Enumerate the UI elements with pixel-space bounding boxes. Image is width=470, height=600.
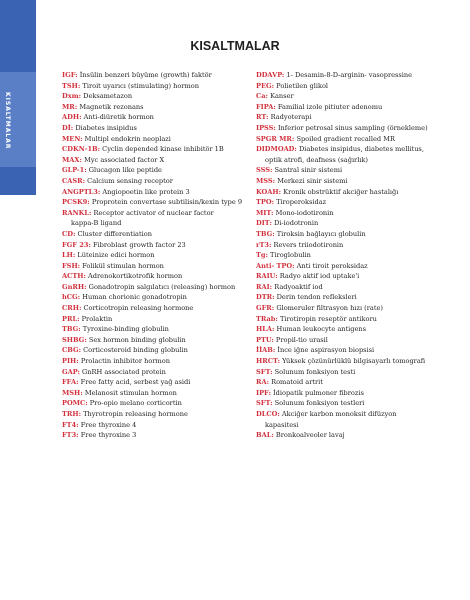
- abbreviation-definition: Akciğer karbon monoksit difüzyon: [279, 410, 397, 418]
- abbreviation-entry: [62, 208, 247, 229]
- abbreviation-term: İİAB:: [256, 346, 276, 355]
- abbreviation-entry: [256, 398, 456, 409]
- abbreviation-definition: Di-iodotronin: [271, 219, 319, 228]
- abbreviation-term: ADH:: [62, 113, 82, 122]
- abbreviation-term: Dİ:: [62, 123, 74, 132]
- abbreviation-term: IGF:: [62, 71, 78, 79]
- abbreviation-entry: [62, 282, 247, 293]
- abbreviation-term: FT4:: [62, 420, 79, 429]
- abbreviation-definition: Solunum fonksiyon testi: [272, 367, 356, 376]
- abbreviation-entry: [62, 112, 247, 123]
- abbreviation-term: GnRH:: [62, 282, 87, 291]
- abbreviation-entry: [256, 271, 456, 282]
- abbreviation-term: HRCT:: [256, 357, 281, 366]
- abbreviation-term: KOAH:: [256, 187, 282, 196]
- abbreviation-definition: Adrenokortikotrofik hormon: [85, 272, 183, 281]
- abbreviation-definition: Romatoid artrit: [269, 378, 323, 387]
- abbreviation-term: MSH:: [62, 388, 83, 397]
- abbreviation-entry: [256, 240, 456, 251]
- abbreviation-term: HLA:: [256, 325, 275, 334]
- abbreviation-entry: [62, 187, 247, 198]
- abbreviation-entry: [62, 398, 247, 409]
- abbreviation-term: SPGR MR:: [256, 134, 295, 143]
- abbreviation-entry: [62, 271, 247, 282]
- abbreviation-term: rT3:: [256, 240, 272, 249]
- abbreviation-entry: [256, 112, 456, 123]
- right-column: [256, 70, 456, 441]
- abbreviation-entry: [62, 430, 247, 441]
- abbreviation-term: FIPA:: [256, 102, 276, 111]
- abbreviation-definition: Gonadotropin salgılatıcı (releasing) hormon: [86, 282, 236, 291]
- abbreviation-definition: Propil-tio urasil: [273, 335, 328, 344]
- abbreviation-term: MIT:: [256, 208, 274, 217]
- abbreviation-definition: Free fatty acid, serbest yağ asidi: [78, 378, 191, 387]
- abbreviation-definition: Receptor activator of nuclear factor: [91, 208, 214, 217]
- abbreviation-term: TBG:: [256, 229, 275, 238]
- abbreviation-entry: [256, 261, 456, 272]
- abbreviation-entry: [256, 356, 456, 367]
- abbreviation-definition: İdiopatik pulmoner fibrozis: [270, 388, 364, 397]
- abbreviation-definition: Yüksek çözünürlüklü bilgisayarlı tomografi: [280, 357, 426, 366]
- abbreviation-entry: [62, 155, 247, 166]
- abbreviation-definition: Cyclin depended kinase inhibitör 1B: [100, 145, 224, 154]
- abbreviation-entry: [256, 134, 456, 145]
- abbreviation-entry: [256, 335, 456, 346]
- abbreviation-entry: [62, 409, 247, 420]
- abbreviation-term: hCG:: [62, 293, 81, 302]
- abbreviation-entry: [256, 165, 456, 176]
- abbreviation-term: DIDMOAD:: [256, 145, 297, 154]
- abbreviation-entry: [62, 81, 247, 92]
- abbreviation-term: Tg:: [256, 251, 268, 260]
- abbreviation-term: TBG:: [62, 325, 81, 334]
- abbreviation-definition: Corticotropin releasing hormone: [81, 304, 194, 313]
- abbreviation-term: LH:: [62, 251, 76, 260]
- abbreviation-term: DLCO:: [256, 410, 280, 418]
- abbreviation-entry: [62, 91, 247, 102]
- abbreviation-definition: Tyroxine-binding globulin: [80, 325, 169, 334]
- abbreviation-definition: Revers triiodotironin: [271, 240, 344, 249]
- abbreviation-entry: [62, 197, 247, 208]
- abbreviation-entry: [256, 176, 456, 187]
- abbreviation-term: CDKN-1B:: [62, 145, 101, 154]
- abbreviation-definition: Thyrotropin releasing hormone: [81, 410, 188, 418]
- abbreviation-entry: [256, 218, 456, 229]
- abbreviation-definition: Radyoterapi: [268, 113, 312, 122]
- abbreviation-definition: Glomeruler filtrasyon hızı (rate): [274, 304, 383, 313]
- abbreviation-definition: Diabetes insipidus, diabetes mellitus,: [296, 145, 424, 154]
- abbreviation-definition: Bronkoalveoler lavaj: [273, 431, 345, 440]
- abbreviation-definition: Kronik obstrüktif akciğer hastalığı: [281, 187, 399, 196]
- abbreviation-entry: [256, 123, 456, 134]
- abbreviation-entry: [256, 282, 456, 293]
- abbreviation-definition: GnRH associated protein: [79, 367, 166, 376]
- abbreviation-definition: Prolactin inhibitor hormon: [78, 357, 170, 366]
- abbreviation-term: RT:: [256, 113, 269, 122]
- abbreviation-term: SHBG:: [62, 335, 87, 344]
- abbreviation-entry: [62, 420, 247, 431]
- abbreviation-entry: [62, 134, 247, 145]
- abbreviation-definition: Radyo aktif iod uptake'i: [277, 272, 360, 281]
- abbreviation-entry: [256, 187, 456, 198]
- abbreviation-definition: Pro-opio melano corticortin: [87, 399, 182, 408]
- abbreviation-definition: Kanser: [267, 92, 294, 101]
- abbreviation-entry: [256, 70, 456, 81]
- abbreviation-term: Dxm:: [62, 92, 82, 101]
- abbreviation-definition: Lüteinize edici hormon: [75, 251, 155, 260]
- abbreviation-definition: Mono-iodotironin: [273, 208, 334, 217]
- abbreviation-term: TRH:: [62, 410, 82, 418]
- abbreviation-term: SFT:: [256, 367, 273, 376]
- abbreviation-entry: [62, 324, 247, 335]
- abbreviation-entry: [62, 70, 247, 81]
- abbreviation-entry: [62, 367, 247, 378]
- abbreviation-entry: [256, 229, 456, 240]
- page-title: KISALTMALAR: [190, 39, 280, 53]
- abbreviation-entry: [62, 345, 247, 356]
- abbreviation-entry: [256, 250, 456, 261]
- abbreviation-term: CASR:: [62, 176, 86, 185]
- abbreviation-term: PRL:: [62, 314, 80, 323]
- abbreviation-term: GAP:: [62, 367, 80, 376]
- abbreviation-definition: 1- Desamin-8-D-arginin- vasopressine: [284, 71, 413, 79]
- abbreviation-term: FT3:: [62, 431, 79, 440]
- abbreviation-entry: [256, 367, 456, 378]
- abbreviation-definition: Merkezi sinir sistemi: [275, 176, 348, 185]
- abbreviation-term: CD:: [62, 229, 76, 238]
- abbreviation-term: IPSS:: [256, 123, 276, 132]
- abbreviation-definition: Angiopoetin like protein 3: [100, 187, 190, 196]
- abbreviation-term: RANKL:: [62, 208, 92, 217]
- side-tab-label: KISALTMALAR: [4, 92, 11, 150]
- abbreviation-term: Ca:: [256, 92, 268, 101]
- abbreviation-entry: [256, 377, 456, 388]
- abbreviation-term: RAI:: [256, 282, 273, 291]
- abbreviation-definition: Free thyroxine 3: [78, 431, 137, 440]
- abbreviation-term: CRH:: [62, 304, 82, 313]
- abbreviation-entry: [256, 314, 456, 325]
- abbreviation-definition: Cluster differentiation: [75, 229, 152, 238]
- abbreviation-term: IPF:: [256, 388, 271, 397]
- abbreviation-definition: Multipl endokrin neoplazi: [82, 134, 171, 143]
- abbreviation-definition: Familial izole pitiuter adenomu: [275, 102, 383, 111]
- abbreviation-term: DTR:: [256, 293, 275, 302]
- abbreviation-entry: [62, 261, 247, 272]
- abbreviation-entry: [62, 314, 247, 325]
- abbreviation-term: TPO:: [256, 198, 275, 207]
- abbreviation-definition-continued: kapasitesi: [265, 420, 299, 429]
- abbreviation-definition-continued: kappa-B ligand: [71, 219, 122, 228]
- abbreviation-entry: [256, 303, 456, 314]
- abbreviation-definition: Free thyroxine 4: [78, 420, 137, 429]
- abbreviation-term: PTU:: [256, 335, 274, 344]
- abbreviation-entry: [62, 240, 247, 251]
- abbreviation-term: ANGPTL3:: [62, 187, 101, 196]
- abbreviation-term: MR:: [62, 102, 78, 111]
- abbreviation-definition: Tiroperoksidaz: [274, 198, 327, 207]
- abbreviation-definition: Diabetes insipidus: [73, 123, 137, 132]
- abbreviation-term: DIT:: [256, 219, 272, 228]
- abbreviation-definition: İnce iğne aspirasyon biopsisi: [275, 346, 375, 355]
- abbreviation-entry: [62, 388, 247, 399]
- abbreviation-definition: Corticosteroid binding globulin: [81, 346, 188, 355]
- abbreviation-entry: [256, 409, 456, 430]
- abbreviation-definition: Myc associated factor X: [81, 155, 165, 164]
- abbreviation-term: SFT:: [256, 399, 273, 408]
- abbreviation-definition: Fibroblast growth factor 23: [90, 240, 186, 249]
- abbreviation-term: PCSK9:: [62, 198, 90, 207]
- abbreviation-entry: [62, 335, 247, 346]
- abbreviation-definition: Solunum fonksiyon testleri: [272, 399, 365, 408]
- abbreviation-entry: [62, 377, 247, 388]
- abbreviation-definition: Spoiled gradient recalled MR: [294, 134, 395, 143]
- abbreviation-definition: Anti-diüretik hormon: [81, 113, 154, 122]
- abbreviation-entry: [62, 165, 247, 176]
- abbreviation-term: POMC:: [62, 399, 88, 408]
- abbreviation-term: TSH:: [62, 81, 81, 90]
- abbreviation-term: RA:: [256, 378, 270, 387]
- abbreviation-term: DDAVP:: [256, 71, 285, 79]
- abbreviation-term: GFR:: [256, 304, 275, 313]
- abbreviation-entry: [256, 91, 456, 102]
- abbreviation-entry: [256, 388, 456, 399]
- abbreviation-entry: [256, 208, 456, 219]
- abbreviation-term: GLP-1:: [62, 166, 87, 175]
- abbreviation-definition: Tiroit uyarıcı (stimulating) hormon: [80, 81, 199, 90]
- abbreviation-entry: [256, 324, 456, 335]
- abbreviation-term: PEG:: [256, 81, 275, 90]
- abbreviation-entry: [256, 197, 456, 208]
- abbreviation-term: MEN:: [62, 134, 83, 143]
- abbreviation-entry: [256, 81, 456, 92]
- abbreviation-definition: Magnetik rezonans: [77, 102, 144, 111]
- abbreviation-definition: İnsülin benzeri büyüme (growth) faktör: [77, 71, 212, 79]
- abbreviation-definition: Folikül stimulan hormon: [80, 261, 164, 270]
- abbreviation-entry: [62, 102, 247, 113]
- abbreviation-term: FFA:: [62, 378, 79, 387]
- abbreviation-entry: [256, 102, 456, 113]
- abbreviation-definition: Radyoaktif iod: [272, 282, 323, 291]
- abbreviation-term: RAIU:: [256, 272, 278, 281]
- abbreviation-definition: Prolaktin: [79, 314, 113, 323]
- abbreviation-term: FSH:: [62, 261, 81, 270]
- abbreviation-definition: Tirotiropin reseptör antikoru: [277, 314, 377, 323]
- abbreviation-entry: [256, 144, 456, 165]
- abbreviation-definition: Glucagon like peptide: [86, 166, 162, 175]
- abbreviation-term: Anti- TPO:: [256, 261, 295, 270]
- abbreviation-term: SSS:: [256, 166, 273, 175]
- abbreviation-definition: Tiroksin bağlayıcı globulin: [274, 229, 366, 238]
- abbreviation-entry: [62, 356, 247, 367]
- abbreviation-entry: [62, 303, 247, 314]
- abbreviation-term: MAX:: [62, 155, 82, 164]
- left-column: [62, 70, 247, 441]
- abbreviation-definition: Proprotein convertase subtilisin/kexin type 9: [89, 198, 243, 207]
- abbreviation-definition: Sex hormon binding globulin: [86, 335, 186, 344]
- abbreviation-entry: [256, 292, 456, 303]
- abbreviation-term: ACTH:: [62, 272, 86, 281]
- abbreviation-entry: [62, 250, 247, 261]
- abbreviation-definition: Human chorionic gonadotropin: [80, 293, 187, 302]
- abbreviation-term: TRab:: [256, 314, 278, 323]
- abbreviation-term: PIH:: [62, 357, 79, 366]
- abbreviation-definition: Human leukocyte antigens: [274, 325, 367, 334]
- abbreviation-entry: [256, 345, 456, 356]
- abbreviation-definition: Melanosit stimulan hormon: [82, 388, 177, 397]
- abbreviation-definition-continued: optik atrofi, deafness (sağırlık): [265, 155, 368, 164]
- abbreviation-definition: Deksametazon: [81, 92, 133, 101]
- abbreviation-definition: Tiroglobulin: [267, 251, 311, 260]
- abbreviation-term: FGF 23:: [62, 240, 91, 249]
- abbreviation-term: MSS:: [256, 176, 276, 185]
- abbreviation-definition: Derin tendon refleksleri: [274, 293, 357, 302]
- abbreviation-entry: [256, 430, 456, 441]
- abbreviation-term: CBG:: [62, 346, 82, 355]
- abbreviation-definition: Anti tiroit peroksidaz: [294, 261, 368, 270]
- abbreviation-definition: Polietilen glikol: [274, 81, 329, 90]
- abbreviation-entry: [62, 229, 247, 240]
- abbreviation-entry: [62, 123, 247, 134]
- abbreviation-entry: [62, 144, 247, 155]
- abbreviation-entry: [62, 292, 247, 303]
- abbreviation-term: BAL:: [256, 431, 274, 440]
- abbreviation-entry: [62, 176, 247, 187]
- abbreviation-definition: Santral sinir sistemi: [272, 166, 343, 175]
- abbreviation-definition: Inferior petrosal sinus sampling (örnekleme): [275, 123, 428, 132]
- abbreviation-definition: Calcium sensing receptor: [85, 176, 173, 185]
